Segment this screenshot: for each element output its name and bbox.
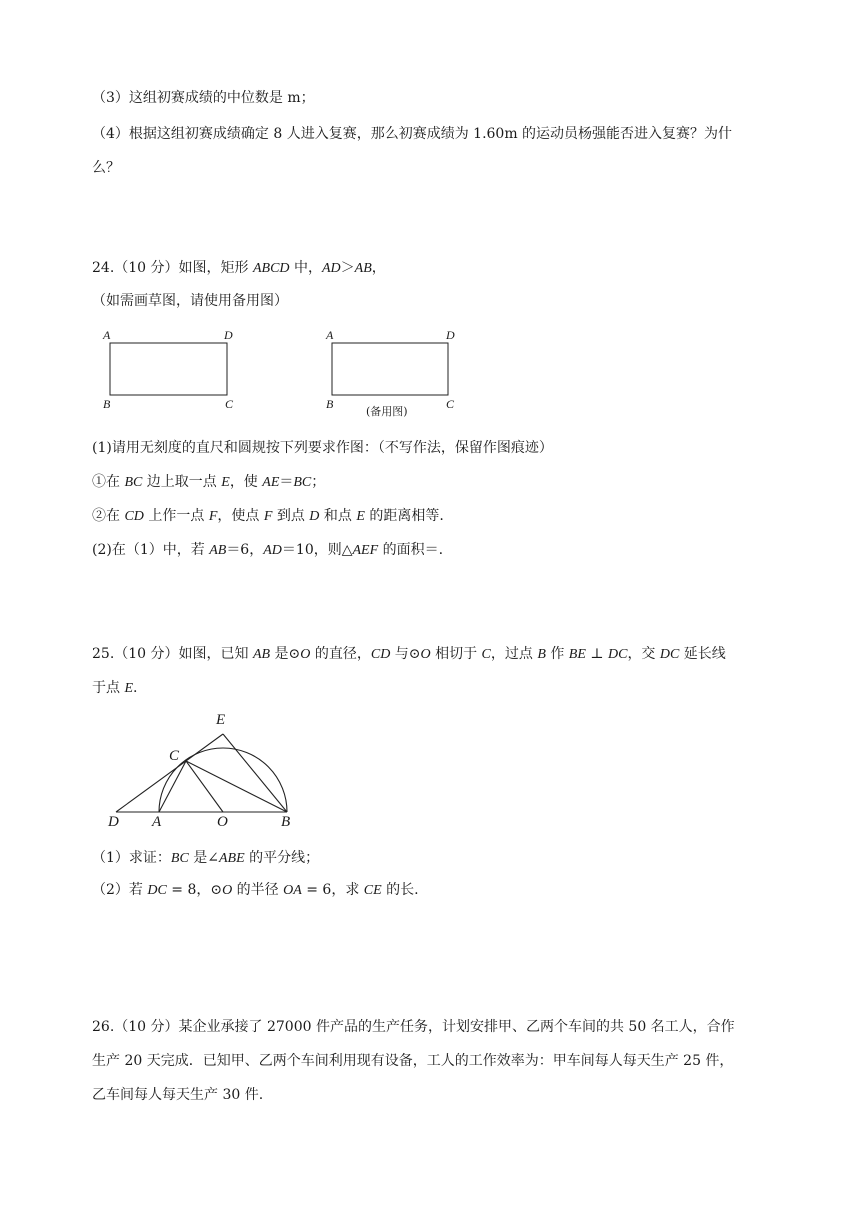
- q24-header: 24.（10 分）如图，矩形 ABCD 中，AD＞AB，: [92, 260, 386, 276]
- q24-step1: ①在 BC 边上取一点 E，使 AE＝BC；: [92, 474, 326, 490]
- q23-part3: （3）这组初赛成绩的中位数是 m；: [92, 90, 315, 106]
- q25-fig-label-d: D: [108, 814, 119, 830]
- q25-fig-label-o: O: [217, 814, 228, 830]
- q23-part4-line2: 么？: [92, 160, 120, 176]
- q25-part1: （1）求证：BC 是∠ABE 的平分线；: [92, 850, 320, 866]
- q24-fig-label-a: A: [103, 328, 111, 342]
- q24-fig-label-b: B: [103, 397, 111, 411]
- q24-note: （如需画草图，请使用备用图）: [92, 293, 288, 309]
- q23-part4-line1: （4）根据这组初赛成绩确定 8 人进入复赛，那么初赛成绩为 1.60m 的运动员杨强能否进入复赛？为什: [92, 126, 733, 142]
- q24-fig-label-c: C: [225, 397, 234, 411]
- q24-fig-label-d: D: [224, 328, 233, 342]
- q25-fig-label-a: A: [152, 814, 162, 830]
- q26-line1: 26.（10 分）某企业承接了 27000 件产品的生产任务，计划安排甲、乙两个车间的共 50 名工人，合作: [92, 1019, 735, 1035]
- q24-part2: (2)在（1）中，若 AB＝6，AD＝10，则△AEF 的面积＝.: [92, 542, 444, 558]
- q24-backup-label-d: D: [446, 328, 455, 342]
- q25-fig-label-e: E: [216, 712, 226, 728]
- q25-part2: （2）若 DC = 8，⊙O 的半径 OA = 6，求 CE 的长.: [92, 882, 419, 898]
- q24-step2: ②在 CD 上作一点 F，使点 F 到点 D 和点 E 的距离相等.: [92, 508, 444, 524]
- q25-fig-label-c: C: [169, 748, 180, 764]
- q24-backup-label-c: C: [446, 397, 455, 411]
- q26-line3: 乙车间每人每天生产 30 件.: [92, 1087, 264, 1103]
- q24-backup-label-a: A: [326, 328, 334, 342]
- q24-part1: (1)请用无刻度的直尺和圆规按下列要求作图：（不写作法，保留作图痕迹）: [92, 440, 553, 456]
- q25-line1: 25.（10 分）如图，已知 AB 是⊙O 的直径，CD 与⊙O 相切于 C，过点 B 作 BE ⊥ DC，交 DC 延长线: [92, 646, 726, 662]
- q24-backup-label-b: B: [326, 397, 334, 411]
- q26-line2: 生产 20 天完成．已知甲、乙两个车间利用现有设备，工人的工作效率为：甲车间每人每天生产 25 件，: [92, 1053, 734, 1069]
- q25-line2: 于点 E.: [92, 680, 138, 696]
- q24-backup-caption: (备用图): [366, 405, 408, 418]
- q25-fig-label-b: B: [281, 814, 291, 830]
